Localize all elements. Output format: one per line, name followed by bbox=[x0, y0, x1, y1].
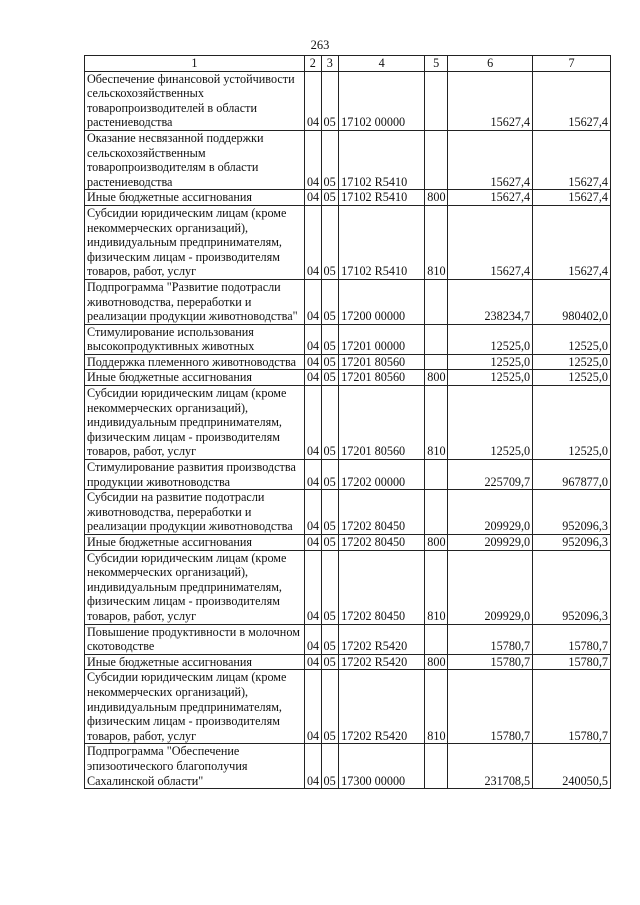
expense-type-cell: 800 bbox=[425, 370, 448, 386]
amount-col6-cell: 15627,4 bbox=[448, 190, 533, 206]
expense-type-cell: 810 bbox=[425, 670, 448, 744]
row-name-cell: Иные бюджетные ассигнования bbox=[85, 190, 305, 206]
expense-type-cell bbox=[425, 279, 448, 324]
amount-col7-cell: 12525,0 bbox=[533, 324, 611, 354]
amount-col7-cell: 12525,0 bbox=[533, 354, 611, 370]
table-row bbox=[85, 535, 611, 551]
row-name-cell: Повышение продуктивности в молочном скотоводстве bbox=[85, 624, 305, 654]
target-code-cell: 17202 80450 bbox=[339, 550, 425, 624]
amount-col7-cell: 952096,3 bbox=[533, 550, 611, 624]
subsection-cell: 05 bbox=[321, 354, 339, 370]
section-cell: 04 bbox=[304, 130, 321, 189]
amount-col6-cell: 15627,4 bbox=[448, 130, 533, 189]
amount-col7-cell: 967877,0 bbox=[533, 460, 611, 490]
target-code-cell: 17102 R5410 bbox=[339, 190, 425, 206]
section-cell: 04 bbox=[304, 624, 321, 654]
target-code-cell: 17202 R5420 bbox=[339, 670, 425, 744]
subsection-cell: 05 bbox=[321, 130, 339, 189]
header-cell: 7 bbox=[533, 56, 611, 72]
target-code-cell: 17300 00000 bbox=[339, 744, 425, 789]
table-row bbox=[85, 460, 611, 490]
amount-col6-cell: 15627,4 bbox=[448, 71, 533, 130]
header-cell: 4 bbox=[339, 56, 425, 72]
section-cell: 04 bbox=[304, 190, 321, 206]
row-name-cell: Иные бюджетные ассигнования bbox=[85, 535, 305, 551]
expense-type-cell bbox=[425, 490, 448, 535]
expense-type-cell bbox=[425, 71, 448, 130]
amount-col7-cell: 12525,0 bbox=[533, 386, 611, 460]
expense-type-cell: 800 bbox=[425, 190, 448, 206]
subsection-cell: 05 bbox=[321, 535, 339, 551]
section-cell: 04 bbox=[304, 324, 321, 354]
row-name-cell: Оказание несвязанной поддержки сельскохозяйственным товаропроизводителям в области растениеводства bbox=[85, 130, 305, 189]
table-row bbox=[85, 279, 611, 324]
row-name-cell: Обеспечение финансовой устойчивости сельскохозяйственных товаропроизводителей в области растениеводства bbox=[85, 71, 305, 130]
amount-col6-cell: 209929,0 bbox=[448, 490, 533, 535]
section-cell: 04 bbox=[304, 370, 321, 386]
table-row bbox=[85, 370, 611, 386]
table-row bbox=[85, 386, 611, 460]
amount-col7-cell: 15780,7 bbox=[533, 654, 611, 670]
target-code-cell: 17202 80450 bbox=[339, 535, 425, 551]
row-name-cell: Стимулирование использования высокопродуктивных животных bbox=[85, 324, 305, 354]
budget-table bbox=[84, 55, 611, 789]
amount-col7-cell: 240050,5 bbox=[533, 744, 611, 789]
amount-col6-cell: 15780,7 bbox=[448, 624, 533, 654]
table-row bbox=[85, 71, 611, 130]
row-name-cell: Субсидии юридическим лицам (кроме некоммерческих организаций), индивидуальным предпринимателям, физическим лицам - производителям товаров, работ, услуг bbox=[85, 550, 305, 624]
amount-col6-cell: 209929,0 bbox=[448, 535, 533, 551]
section-cell: 04 bbox=[304, 654, 321, 670]
amount-col7-cell: 15627,4 bbox=[533, 130, 611, 189]
amount-col6-cell: 225709,7 bbox=[448, 460, 533, 490]
row-name-cell: Стимулирование развития производства продукции животноводства bbox=[85, 460, 305, 490]
subsection-cell: 05 bbox=[321, 670, 339, 744]
amount-col6-cell: 12525,0 bbox=[448, 354, 533, 370]
section-cell: 04 bbox=[304, 670, 321, 744]
expense-type-cell: 810 bbox=[425, 550, 448, 624]
table-row bbox=[85, 354, 611, 370]
section-cell: 04 bbox=[304, 550, 321, 624]
amount-col7-cell: 12525,0 bbox=[533, 370, 611, 386]
row-name-cell: Субсидии юридическим лицам (кроме некоммерческих организаций), индивидуальным предпринимателям, физическим лицам - производителям товаров, работ, услуг bbox=[85, 386, 305, 460]
amount-col7-cell: 980402,0 bbox=[533, 279, 611, 324]
amount-col7-cell: 15627,4 bbox=[533, 71, 611, 130]
subsection-cell: 05 bbox=[321, 71, 339, 130]
subsection-cell: 05 bbox=[321, 490, 339, 535]
page-number: 263 bbox=[310, 38, 330, 52]
table-header-row bbox=[85, 56, 611, 72]
header-cell: 3 bbox=[321, 56, 339, 72]
target-code-cell: 17202 R5420 bbox=[339, 654, 425, 670]
amount-col7-cell: 15627,4 bbox=[533, 190, 611, 206]
amount-col7-cell: 952096,3 bbox=[533, 535, 611, 551]
table-row bbox=[85, 190, 611, 206]
row-name-cell: Субсидии на развитие подотрасли животноводства, переработки и реализации продукции животноводства bbox=[85, 490, 305, 535]
expense-type-cell bbox=[425, 744, 448, 789]
table-row bbox=[85, 205, 611, 279]
subsection-cell: 05 bbox=[321, 205, 339, 279]
amount-col6-cell: 238234,7 bbox=[448, 279, 533, 324]
amount-col6-cell: 12525,0 bbox=[448, 370, 533, 386]
section-cell: 04 bbox=[304, 490, 321, 535]
table-row bbox=[85, 490, 611, 535]
target-code-cell: 17201 00000 bbox=[339, 324, 425, 354]
row-name-cell: Субсидии юридическим лицам (кроме некоммерческих организаций), индивидуальным предпринимателям, физическим лицам - производителям товаров, работ, услуг bbox=[85, 205, 305, 279]
expense-type-cell bbox=[425, 624, 448, 654]
amount-col7-cell: 15780,7 bbox=[533, 670, 611, 744]
expense-type-cell bbox=[425, 354, 448, 370]
expense-type-cell bbox=[425, 130, 448, 189]
header-cell: 2 bbox=[304, 56, 321, 72]
target-code-cell: 17201 80560 bbox=[339, 354, 425, 370]
amount-col6-cell: 231708,5 bbox=[448, 744, 533, 789]
section-cell: 04 bbox=[304, 744, 321, 789]
section-cell: 04 bbox=[304, 354, 321, 370]
table-row bbox=[85, 744, 611, 789]
row-name-cell: Поддержка племенного животноводства bbox=[85, 354, 305, 370]
target-code-cell: 17102 R5410 bbox=[339, 205, 425, 279]
row-name-cell: Подпрограмма "Обеспечение эпизоотического благополучия Сахалинской области" bbox=[85, 744, 305, 789]
expense-type-cell: 800 bbox=[425, 654, 448, 670]
subsection-cell: 05 bbox=[321, 370, 339, 386]
amount-col6-cell: 209929,0 bbox=[448, 550, 533, 624]
table-row bbox=[85, 670, 611, 744]
expense-type-cell bbox=[425, 460, 448, 490]
target-code-cell: 17202 R5420 bbox=[339, 624, 425, 654]
header-cell: 1 bbox=[85, 56, 305, 72]
amount-col6-cell: 15780,7 bbox=[448, 654, 533, 670]
table-body bbox=[85, 71, 611, 789]
subsection-cell: 05 bbox=[321, 190, 339, 206]
amount-col6-cell: 12525,0 bbox=[448, 386, 533, 460]
subsection-cell: 05 bbox=[321, 386, 339, 460]
section-cell: 04 bbox=[304, 205, 321, 279]
expense-type-cell: 810 bbox=[425, 205, 448, 279]
target-code-cell: 17202 00000 bbox=[339, 460, 425, 490]
target-code-cell: 17201 80560 bbox=[339, 370, 425, 386]
expense-type-cell: 800 bbox=[425, 535, 448, 551]
target-code-cell: 17200 00000 bbox=[339, 279, 425, 324]
section-cell: 04 bbox=[304, 386, 321, 460]
subsection-cell: 05 bbox=[321, 550, 339, 624]
subsection-cell: 05 bbox=[321, 279, 339, 324]
target-code-cell: 17102 00000 bbox=[339, 71, 425, 130]
subsection-cell: 05 bbox=[321, 744, 339, 789]
amount-col6-cell: 15627,4 bbox=[448, 205, 533, 279]
table-row bbox=[85, 624, 611, 654]
amount-col7-cell: 952096,3 bbox=[533, 490, 611, 535]
section-cell: 04 bbox=[304, 535, 321, 551]
amount-col7-cell: 15627,4 bbox=[533, 205, 611, 279]
row-name-cell: Иные бюджетные ассигнования bbox=[85, 370, 305, 386]
subsection-cell: 05 bbox=[321, 624, 339, 654]
row-name-cell: Субсидии юридическим лицам (кроме некоммерческих организаций), индивидуальным предпринимателям, физическим лицам - производителям товаров, работ, услуг bbox=[85, 670, 305, 744]
header-cell: 6 bbox=[448, 56, 533, 72]
target-code-cell: 17102 R5410 bbox=[339, 130, 425, 189]
header-cell: 5 bbox=[425, 56, 448, 72]
table-row bbox=[85, 550, 611, 624]
section-cell: 04 bbox=[304, 279, 321, 324]
subsection-cell: 05 bbox=[321, 460, 339, 490]
target-code-cell: 17201 80560 bbox=[339, 386, 425, 460]
amount-col6-cell: 15780,7 bbox=[448, 670, 533, 744]
section-cell: 04 bbox=[304, 71, 321, 130]
table-row bbox=[85, 324, 611, 354]
amount-col7-cell: 15780,7 bbox=[533, 624, 611, 654]
row-name-cell: Иные бюджетные ассигнования bbox=[85, 654, 305, 670]
target-code-cell: 17202 80450 bbox=[339, 490, 425, 535]
table-row bbox=[85, 130, 611, 189]
row-name-cell: Подпрограмма "Развитие подотрасли животноводства, переработки и реализации продукции животноводства" bbox=[85, 279, 305, 324]
section-cell: 04 bbox=[304, 460, 321, 490]
table-row bbox=[85, 654, 611, 670]
subsection-cell: 05 bbox=[321, 324, 339, 354]
amount-col6-cell: 12525,0 bbox=[448, 324, 533, 354]
subsection-cell: 05 bbox=[321, 654, 339, 670]
expense-type-cell bbox=[425, 324, 448, 354]
expense-type-cell: 810 bbox=[425, 386, 448, 460]
